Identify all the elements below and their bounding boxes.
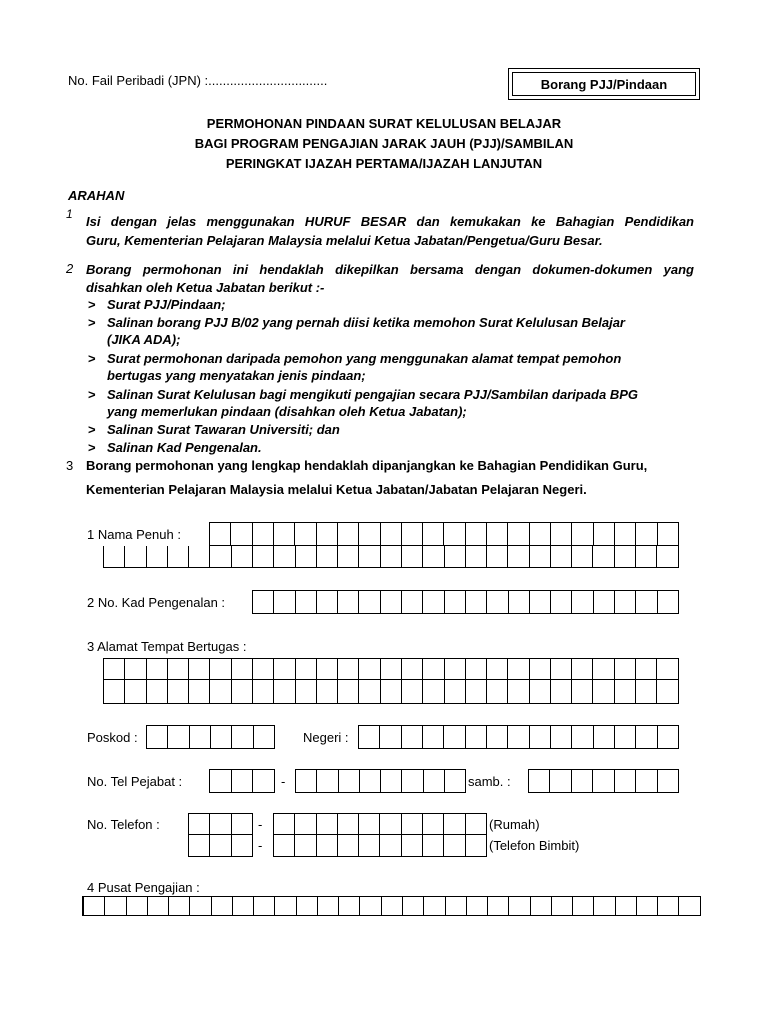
char-box[interactable] <box>317 590 338 614</box>
char-box[interactable] <box>402 769 423 793</box>
char-box[interactable] <box>381 680 402 704</box>
mobile-phone-dash: - <box>258 838 263 853</box>
char-box[interactable] <box>232 658 253 680</box>
char-box[interactable] <box>488 896 509 916</box>
char-box[interactable] <box>148 896 169 916</box>
char-box[interactable] <box>381 546 402 568</box>
char-box[interactable] <box>359 546 380 568</box>
char-box[interactable] <box>636 546 657 568</box>
char-box[interactable] <box>594 725 615 749</box>
char-box[interactable] <box>232 546 253 568</box>
char-box[interactable] <box>231 522 252 546</box>
char-box[interactable] <box>445 769 466 793</box>
instruction-2-line-1: Borang permohonan ini hendaklah dikepilkan bersama dengan dokumen-dokumen yang <box>86 262 694 277</box>
char-box[interactable] <box>338 522 359 546</box>
char-box[interactable] <box>551 546 572 568</box>
bullet-5-text: Salinan Surat Tawaran Universiti; dan <box>107 422 340 437</box>
char-box[interactable] <box>530 725 551 749</box>
char-box[interactable] <box>274 590 295 614</box>
char-box[interactable] <box>594 896 615 916</box>
office-phone-label: No. Tel Pejabat : <box>87 774 183 789</box>
char-box[interactable] <box>84 896 105 916</box>
instruction-3-line-2: Kementerian Pelajaran Malaysia melalui Ketua Jabatan/Jabatan Pelajaran Negeri. <box>86 482 587 497</box>
char-box[interactable] <box>531 896 552 916</box>
char-box[interactable] <box>253 680 274 704</box>
char-box[interactable] <box>572 522 593 546</box>
char-box[interactable] <box>572 725 593 749</box>
char-box[interactable] <box>338 835 359 857</box>
char-box[interactable] <box>380 813 401 835</box>
char-box[interactable] <box>210 835 231 857</box>
char-box[interactable] <box>593 680 614 704</box>
char-box[interactable] <box>508 725 529 749</box>
char-box[interactable] <box>487 590 508 614</box>
char-box[interactable] <box>636 769 657 793</box>
char-box[interactable] <box>530 522 551 546</box>
char-box[interactable] <box>338 658 359 680</box>
char-box[interactable] <box>317 546 338 568</box>
char-box[interactable] <box>423 590 444 614</box>
char-box[interactable] <box>615 590 636 614</box>
char-box[interactable] <box>593 546 614 568</box>
char-box[interactable] <box>147 658 168 680</box>
char-box[interactable] <box>359 813 380 835</box>
char-box[interactable] <box>466 590 487 614</box>
char-box[interactable] <box>658 896 679 916</box>
char-box[interactable] <box>275 896 296 916</box>
char-box[interactable] <box>168 680 189 704</box>
char-box[interactable] <box>232 835 253 857</box>
char-box[interactable] <box>509 590 530 614</box>
char-box[interactable] <box>359 590 380 614</box>
bullet-2-text-line-2: (JIKA ADA); <box>107 332 181 347</box>
extension-boxes[interactable] <box>528 769 679 793</box>
char-box[interactable] <box>253 590 274 614</box>
bullet-6-text: Salinan Kad Pengenalan. <box>107 440 262 455</box>
bullet-2-text-line-1: Salinan borang PJJ B/02 yang pernah diisi ketika memohon Surat Kelulusan Belajar <box>107 315 625 330</box>
postcode-boxes[interactable] <box>146 725 275 749</box>
char-box[interactable] <box>295 835 316 857</box>
char-box[interactable] <box>402 813 423 835</box>
char-box[interactable] <box>658 590 679 614</box>
char-box[interactable] <box>616 896 637 916</box>
char-box[interactable] <box>530 658 551 680</box>
char-box[interactable] <box>444 725 465 749</box>
char-box[interactable] <box>402 680 423 704</box>
char-box[interactable] <box>487 546 508 568</box>
char-box[interactable] <box>445 680 466 704</box>
office-phone-dash: - <box>281 774 286 789</box>
home-phone-suffix: (Rumah) <box>489 817 540 832</box>
char-box[interactable] <box>253 658 274 680</box>
char-box[interactable] <box>508 546 529 568</box>
char-box[interactable] <box>466 680 487 704</box>
char-box[interactable] <box>445 658 466 680</box>
phone-label: No. Telefon : <box>87 817 160 832</box>
char-box[interactable] <box>551 522 572 546</box>
char-box[interactable] <box>338 590 359 614</box>
char-box[interactable] <box>615 725 636 749</box>
char-box[interactable] <box>168 546 189 568</box>
char-box[interactable] <box>423 813 444 835</box>
char-box[interactable] <box>381 522 402 546</box>
char-box[interactable] <box>338 546 359 568</box>
char-box[interactable] <box>317 680 338 704</box>
char-box[interactable] <box>359 658 380 680</box>
char-box[interactable] <box>274 835 295 857</box>
state-label: Negeri : <box>303 730 349 745</box>
char-box[interactable] <box>380 725 401 749</box>
bullet-5: > <box>88 422 96 437</box>
char-box[interactable] <box>232 769 254 793</box>
bullet-6: > <box>88 440 96 455</box>
char-box[interactable] <box>444 835 465 857</box>
char-box[interactable] <box>467 896 488 916</box>
item-number-1: 1 <box>66 207 73 221</box>
item-number-3: 3 <box>66 458 74 473</box>
char-box[interactable] <box>190 896 211 916</box>
char-box[interactable] <box>125 546 146 568</box>
char-box[interactable] <box>359 725 380 749</box>
char-box[interactable] <box>297 896 318 916</box>
char-box[interactable] <box>274 813 295 835</box>
work-address-boxes-row-2[interactable] <box>103 680 679 704</box>
mobile-phone-prefix-boxes[interactable] <box>188 835 253 857</box>
bullet-3: > <box>88 351 96 366</box>
char-box[interactable] <box>508 658 529 680</box>
bullet-1: > <box>88 297 96 312</box>
char-box[interactable] <box>317 522 338 546</box>
char-box[interactable] <box>210 546 231 568</box>
char-box[interactable] <box>189 546 210 568</box>
char-box[interactable] <box>402 546 423 568</box>
char-box[interactable] <box>487 658 508 680</box>
char-box[interactable] <box>658 769 679 793</box>
char-box[interactable] <box>657 680 678 704</box>
mobile-phone-suffix: (Telefon Bimbit) <box>489 838 580 853</box>
char-box[interactable] <box>210 769 232 793</box>
char-box[interactable] <box>295 522 316 546</box>
char-box[interactable] <box>509 896 530 916</box>
char-box[interactable] <box>212 896 233 916</box>
char-box[interactable] <box>274 546 295 568</box>
char-box[interactable] <box>104 546 125 568</box>
char-box[interactable] <box>446 896 467 916</box>
char-box[interactable] <box>381 769 402 793</box>
char-box[interactable] <box>445 546 466 568</box>
char-box[interactable] <box>210 522 231 546</box>
title-line-2: BAGI PROGRAM PENGAJIAN JARAK JAUH (PJJ)/SAMBILAN <box>194 136 574 151</box>
char-box[interactable] <box>317 813 338 835</box>
char-box[interactable] <box>210 680 231 704</box>
char-box[interactable] <box>615 522 636 546</box>
char-box[interactable] <box>466 813 487 835</box>
char-box[interactable] <box>274 658 295 680</box>
char-box[interactable] <box>615 546 636 568</box>
bullet-1-text: Surat PJJ/Pindaan; <box>107 297 226 312</box>
bullet-3-text-line-1: Surat permohonan daripada pemohon yang menggunakan alamat tempat pemohon <box>107 351 622 366</box>
char-box[interactable] <box>359 835 380 857</box>
ic-number-label: 2 No. Kad Pengenalan : <box>87 595 226 610</box>
char-box[interactable] <box>572 680 593 704</box>
char-box[interactable] <box>423 725 444 749</box>
bullet-4-text-line-2: yang memerlukan pindaan (disahkan oleh Ketua Jabatan); <box>107 404 467 419</box>
char-box[interactable] <box>210 658 231 680</box>
work-address-boxes-row-1[interactable] <box>103 658 679 680</box>
char-box[interactable] <box>169 896 190 916</box>
char-box[interactable] <box>274 522 295 546</box>
char-box[interactable] <box>636 725 657 749</box>
char-box[interactable] <box>658 522 679 546</box>
char-box[interactable] <box>381 590 402 614</box>
char-box[interactable] <box>508 680 529 704</box>
char-box[interactable] <box>168 725 189 749</box>
char-box[interactable] <box>572 658 593 680</box>
char-box[interactable] <box>189 680 210 704</box>
home-phone-number-boxes[interactable] <box>273 813 487 835</box>
char-box[interactable] <box>636 680 657 704</box>
char-box[interactable] <box>487 680 508 704</box>
full-name-boxes-row-1[interactable] <box>209 522 679 546</box>
char-box[interactable] <box>658 725 679 749</box>
char-box[interactable] <box>423 680 444 704</box>
char-box[interactable] <box>423 658 444 680</box>
char-box[interactable] <box>657 546 678 568</box>
char-box[interactable] <box>232 680 253 704</box>
char-box[interactable] <box>593 769 614 793</box>
char-box[interactable] <box>296 658 317 680</box>
char-box[interactable] <box>253 546 274 568</box>
extension-label: samb. : <box>468 774 511 789</box>
char-box[interactable] <box>423 522 444 546</box>
char-box[interactable] <box>359 680 380 704</box>
char-box[interactable] <box>572 590 593 614</box>
char-box[interactable] <box>466 725 487 749</box>
char-box[interactable] <box>615 769 636 793</box>
char-box[interactable] <box>232 813 253 835</box>
char-box[interactable] <box>444 813 465 835</box>
char-box[interactable] <box>679 896 700 916</box>
char-box[interactable] <box>253 769 275 793</box>
title-line-1: PERMOHONAN PINDAAN SURAT KELULUSAN BELAJAR <box>206 116 562 131</box>
char-box[interactable] <box>402 835 423 857</box>
char-box[interactable] <box>551 590 572 614</box>
title-line-3: PERINGKAT IJAZAH PERTAMA/IJAZAH LANJUTAN <box>225 156 543 171</box>
char-box[interactable] <box>381 658 402 680</box>
instruction-1-line-2: Guru, Kementerian Pelajaran Malaysia melalui Ketua Jabatan/Pengetua/Guru Besar. <box>86 233 603 248</box>
char-box[interactable] <box>125 658 146 680</box>
char-box[interactable] <box>274 680 295 704</box>
char-box[interactable] <box>402 522 423 546</box>
char-box[interactable] <box>424 896 445 916</box>
char-box[interactable] <box>615 680 636 704</box>
char-box[interactable] <box>360 896 381 916</box>
char-box[interactable] <box>189 813 210 835</box>
instruction-3-line-1: Borang permohonan yang lengkap hendaklah dipanjangkan ke Bahagian Pendidikan Guru, <box>86 458 648 473</box>
char-box[interactable] <box>466 835 487 857</box>
char-box[interactable] <box>573 896 594 916</box>
office-phone-area-boxes[interactable] <box>209 769 275 793</box>
char-box[interactable] <box>550 769 571 793</box>
char-box[interactable] <box>359 522 380 546</box>
file-number-label: No. Fail Peribadi (JPN) :................................. <box>68 73 328 88</box>
char-box[interactable] <box>211 725 232 749</box>
char-box[interactable] <box>189 658 210 680</box>
char-box[interactable] <box>318 896 339 916</box>
char-box[interactable] <box>168 658 189 680</box>
char-box[interactable] <box>382 896 403 916</box>
char-box[interactable] <box>466 522 487 546</box>
char-box[interactable] <box>253 522 274 546</box>
char-box[interactable] <box>551 725 572 749</box>
char-box[interactable] <box>254 725 275 749</box>
char-box[interactable] <box>403 896 424 916</box>
char-box[interactable] <box>529 769 550 793</box>
char-box[interactable] <box>594 522 615 546</box>
char-box[interactable] <box>339 769 360 793</box>
char-box[interactable] <box>423 546 444 568</box>
char-box[interactable] <box>210 813 231 835</box>
char-box[interactable] <box>104 680 125 704</box>
char-box[interactable] <box>594 590 615 614</box>
char-box[interactable] <box>296 680 317 704</box>
char-box[interactable] <box>466 658 487 680</box>
char-box[interactable] <box>339 896 360 916</box>
char-box[interactable] <box>530 590 551 614</box>
bullet-4-text-line-1: Salinan Surat Kelulusan bagi mengikuti pengajian secara PJJ/Sambilan daripada BPG <box>107 387 638 402</box>
char-box[interactable] <box>402 725 423 749</box>
bullet-2: > <box>88 315 96 330</box>
char-box[interactable] <box>487 522 508 546</box>
full-name-label: 1 Nama Penuh : <box>87 527 181 542</box>
form-code-box <box>508 68 700 100</box>
char-box[interactable] <box>657 658 678 680</box>
home-phone-dash: - <box>258 817 263 832</box>
char-box[interactable] <box>317 658 338 680</box>
work-address-label: 3 Alamat Tempat Bertugas : <box>87 639 247 654</box>
home-phone-area-boxes[interactable] <box>188 813 253 835</box>
char-box[interactable] <box>380 835 401 857</box>
char-box[interactable] <box>296 769 317 793</box>
char-box[interactable] <box>402 658 423 680</box>
char-box[interactable] <box>147 680 168 704</box>
full-name-boxes-row-2[interactable] <box>103 546 679 568</box>
char-box[interactable] <box>233 896 254 916</box>
char-box[interactable] <box>125 680 146 704</box>
char-box[interactable] <box>530 680 551 704</box>
instruction-1-line-1: Isi dengan jelas menggunakan HURUF BESAR dan kemukakan ke Bahagian Pendidikan <box>86 214 694 229</box>
char-box[interactable] <box>552 896 573 916</box>
char-box[interactable] <box>466 546 487 568</box>
office-phone-number-boxes[interactable] <box>295 769 466 793</box>
char-box[interactable] <box>445 590 466 614</box>
study-centre-boxes[interactable] <box>82 896 701 916</box>
char-box[interactable] <box>232 725 253 749</box>
char-box[interactable] <box>615 658 636 680</box>
char-box[interactable] <box>254 896 275 916</box>
ic-number-boxes[interactable] <box>252 590 679 614</box>
char-box[interactable] <box>423 835 444 857</box>
char-box[interactable] <box>424 769 445 793</box>
char-box[interactable] <box>338 813 359 835</box>
char-box[interactable] <box>190 725 211 749</box>
char-box[interactable] <box>105 896 126 916</box>
state-boxes[interactable] <box>358 725 679 749</box>
char-box[interactable] <box>636 590 657 614</box>
char-box[interactable] <box>317 835 338 857</box>
char-box[interactable] <box>295 813 316 835</box>
char-box[interactable] <box>296 590 317 614</box>
item-number-2: 2 <box>66 261 74 276</box>
char-box[interactable] <box>317 769 338 793</box>
char-box[interactable] <box>637 896 658 916</box>
char-box[interactable] <box>551 680 572 704</box>
char-box[interactable] <box>338 680 359 704</box>
form-code: Borang PJJ/Pindaan <box>512 72 696 96</box>
char-box[interactable] <box>402 590 423 614</box>
char-box[interactable] <box>104 658 125 680</box>
char-box[interactable] <box>487 725 508 749</box>
study-centre-label: 4 Pusat Pengajian : <box>87 880 200 895</box>
mobile-phone-number-boxes[interactable] <box>273 835 487 857</box>
char-box[interactable] <box>444 522 465 546</box>
char-box[interactable] <box>127 896 148 916</box>
char-box[interactable] <box>572 546 593 568</box>
char-box[interactable] <box>147 725 168 749</box>
char-box[interactable] <box>551 658 572 680</box>
postcode-label: Poskod : <box>87 730 138 745</box>
instruction-2-line-2: disahkan oleh Ketua Jabatan berikut :- <box>86 280 325 295</box>
char-box[interactable] <box>296 546 317 568</box>
bullet-4: > <box>88 387 96 402</box>
bullet-3-text-line-2: bertugas yang menyatakan jenis pindaan; <box>107 368 366 383</box>
char-box[interactable] <box>593 658 614 680</box>
char-box[interactable] <box>189 835 210 857</box>
char-box[interactable] <box>572 769 593 793</box>
instructions-heading: ARAHAN <box>68 188 125 203</box>
char-box[interactable] <box>508 522 529 546</box>
char-box[interactable] <box>636 522 657 546</box>
char-box[interactable] <box>636 658 657 680</box>
char-box[interactable] <box>530 546 551 568</box>
char-box[interactable] <box>360 769 381 793</box>
char-box[interactable] <box>147 546 168 568</box>
